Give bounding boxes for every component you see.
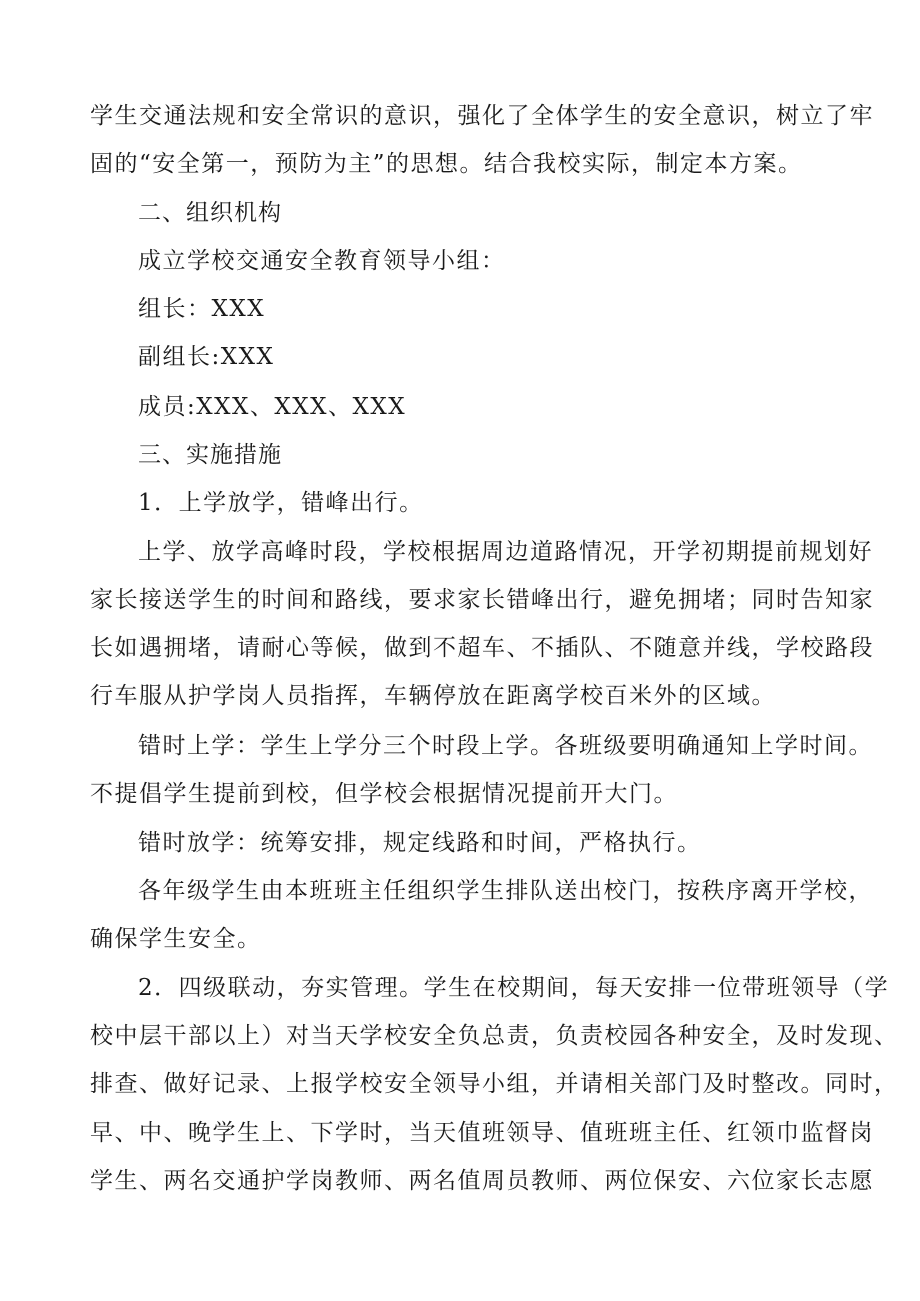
- item-2-line-5: 学生、两名交通护学岗教师、两名值周员教师、两位保安、六位家长志愿: [90, 1168, 874, 1194]
- item-2-line-1: 2．四级联动，夯实管理。学生在校期间，每天安排一位带班领导（学: [138, 975, 890, 1001]
- members-line: 成员:XXX、XXX、XXX: [138, 394, 407, 420]
- item-1-paragraph-2-line-2: 不提倡学生提前到校，但学校会根据情况提前开大门。: [90, 781, 678, 807]
- item-1-paragraph-2-line-1: 错时上学：学生上学分三个时段上学。各班级要明确通知上学时间。: [138, 733, 873, 759]
- intro-line-1: 学生交通法规和安全常识的意识，强化了全体学生的安全意识，树立了牢: [90, 103, 874, 129]
- item-1-paragraph-3: 错时放学：统筹安排，规定线路和时间，严格执行。: [138, 830, 702, 856]
- leader-line: 组长：XXX: [138, 296, 266, 322]
- item-2-line-4: 早、中、晚学生上、下学时，当天值班领导、值班班主任、红领巾监督岗: [90, 1120, 874, 1146]
- item-1-paragraph-4-line-1: 各年级学生由本班班主任组织学生排队送出校门，按秩序离开学校，: [138, 878, 873, 904]
- item-2-line-2: 校中层干部以上）对当天学校安全负总责，负责校园各种安全，及时发现、: [90, 1023, 899, 1049]
- section-2-intro: 成立学校交通安全教育领导小组：: [138, 248, 506, 274]
- item-1-paragraph-1-line-4: 行车服从护学岗人员指挥，车辆停放在距离学校百米外的区域。: [90, 683, 776, 709]
- intro-line-2: 固的“安全第一，预防为主”的思想。结合我校实际，制定本方案。: [90, 151, 803, 177]
- deputy-leader-line: 副组长:XXX: [138, 344, 275, 370]
- section-2-heading: 二、组织机构: [138, 200, 282, 226]
- item-1-paragraph-1-line-3: 长如遇拥堵，请耐心等候，做到不超车、不插队、不随意并线，学校路段: [90, 635, 874, 661]
- section-3-heading: 三、实施措施: [138, 442, 282, 468]
- item-1-title: 1．上学放学，错峰出行。: [138, 490, 424, 516]
- item-1-paragraph-4-line-2: 确保学生安全。: [90, 926, 262, 952]
- item-2-line-3: 排查、做好记录、上报学校安全领导小组，并请相关部门及时整改。同时，: [90, 1071, 899, 1097]
- item-1-paragraph-1-line-1: 上学、放学高峰时段，学校根据周边道路情况，开学初期提前规划好: [138, 539, 873, 565]
- item-1-paragraph-1-line-2: 家长接送学生的时间和路线，要求家长错峰出行，避免拥堵；同时告知家: [90, 587, 874, 613]
